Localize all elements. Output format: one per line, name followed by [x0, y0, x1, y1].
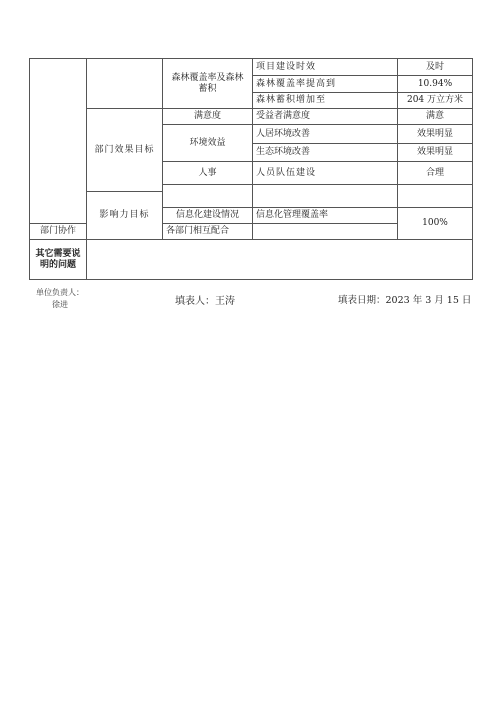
indicator-forest-coverage: 森林覆盖率提高到: [253, 76, 398, 93]
value-living-env: 效果明显: [398, 125, 473, 144]
other-issues-label: 其它需要说明的问题: [30, 240, 87, 280]
blank-left-cell: [30, 59, 87, 224]
subcategory-info: 信息化建设情况: [163, 208, 253, 224]
subcategory-env-benefit: 环境效益: [163, 125, 253, 162]
fill-date: 填表日期：2023 年 3 月 15 日: [338, 295, 472, 306]
subcategory-coop: 部门协作: [30, 224, 87, 240]
indicator-living-env: 人居环境改善: [253, 125, 398, 144]
value-forest-stock: 204 万立方米: [398, 93, 473, 109]
blank-subcategory-cell: [163, 185, 253, 208]
performance-table: [29, 58, 473, 280]
indicator-beneficiary: 受益者满意度: [253, 109, 398, 125]
subcategory-satisfaction: 满意度: [163, 109, 253, 125]
value-eco-env: 效果明显: [398, 144, 473, 162]
responsible-person: 单位负责人：徐进: [36, 288, 84, 309]
blank-value-cell: [398, 185, 473, 208]
indicator-project-timeliness: 项目建设时效: [253, 59, 398, 76]
form-filler: 填表人：王涛: [175, 296, 235, 307]
value-beneficiary: 满意: [398, 109, 473, 125]
other-issues-value: [87, 240, 473, 280]
value-info-coop: 100%: [398, 208, 473, 240]
indicator-team: 人员队伍建设: [253, 162, 398, 185]
indicator-forest-stock: 森林蓄积增加至: [253, 93, 398, 109]
value-project-timeliness: 及时: [398, 59, 473, 76]
indicator-coop: 各部门相互配合: [163, 224, 253, 240]
blank-indicator-cell: [253, 185, 398, 208]
blank-category-cell: [87, 59, 163, 109]
value-team: 合理: [398, 162, 473, 185]
indicator-info: 信息化管理覆盖率: [253, 208, 398, 224]
subcategory-personnel: 人事: [163, 162, 253, 185]
category-dept-effect: 部门效果目标: [87, 109, 163, 192]
subcategory-forest: 森林覆盖率及森林蓄积: [163, 59, 253, 109]
value-forest-coverage: 10.94%: [398, 76, 473, 93]
indicator-eco-env: 生态环境改善: [253, 144, 398, 162]
category-influence: 影响力目标: [87, 192, 163, 240]
